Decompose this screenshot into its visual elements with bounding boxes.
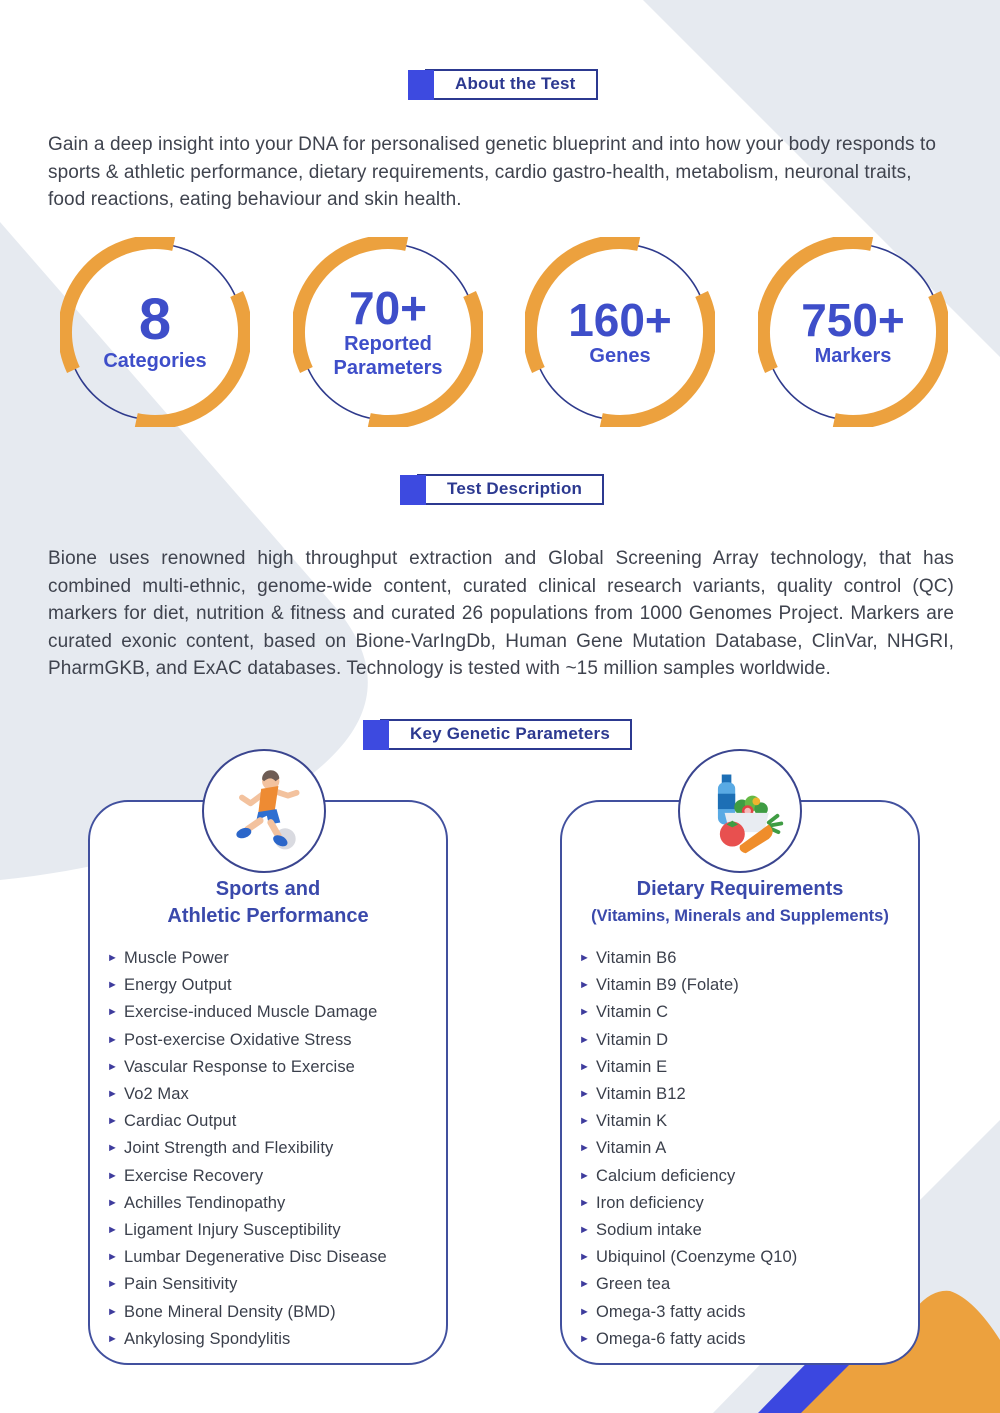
bullet-icon: ►	[579, 1169, 590, 1182]
stat-label: Genes	[589, 345, 651, 367]
bullet-icon: ►	[579, 1033, 590, 1046]
stat-value: 160+	[568, 294, 672, 346]
list-item	[579, 999, 910, 1026]
list-item	[107, 1054, 438, 1081]
item-label: Bone Mineral Density (BMD)	[124, 1302, 336, 1321]
badge-about-label: About the Test	[425, 69, 598, 100]
list-item	[579, 1271, 910, 1298]
bullet-icon: ►	[107, 1196, 118, 1209]
bullet-icon: ►	[579, 1223, 590, 1236]
sports-card-title	[90, 876, 446, 930]
sports-parameter-list	[107, 945, 438, 1353]
item-label: Vitamin K	[596, 1112, 668, 1131]
bullet-icon: ►	[579, 1332, 590, 1345]
item-label: Energy Output	[124, 976, 232, 995]
dietary-parameter-list	[579, 945, 910, 1353]
badge-test-description	[400, 474, 604, 505]
bullet-icon: ►	[579, 1196, 590, 1209]
bullet-icon: ►	[579, 1006, 590, 1019]
list-item	[579, 972, 910, 999]
bullet-icon: ►	[107, 979, 118, 992]
bullet-icon: ►	[579, 952, 590, 965]
stat-value: 70+	[348, 282, 428, 334]
list-item	[107, 972, 438, 999]
item-label: Cardiac Output	[124, 1112, 237, 1131]
list-item	[107, 1135, 438, 1162]
list-item	[107, 1271, 438, 1298]
badge-key-parameters-label: Key Genetic Parameters	[380, 719, 632, 750]
list-item	[107, 1081, 438, 1108]
list-item	[107, 945, 438, 972]
stat-value: 8	[138, 287, 172, 352]
item-label: Green tea	[596, 1275, 671, 1294]
list-item	[579, 945, 910, 972]
dietary-title-line2: (Vitamins, Minerals and Supplements)	[591, 907, 889, 925]
bullet-icon: ►	[579, 979, 590, 992]
bullet-icon: ►	[579, 1088, 590, 1101]
bullet-icon: ►	[579, 1115, 590, 1128]
item-label: Achilles Tendinopathy	[124, 1193, 286, 1212]
list-item	[107, 1108, 438, 1135]
item-label: Iron deficiency	[596, 1193, 704, 1212]
item-label: Muscle Power	[124, 949, 229, 968]
bullet-icon: ►	[107, 1169, 118, 1182]
bullet-icon: ►	[579, 1278, 590, 1291]
item-label: Vitamin D	[596, 1030, 669, 1049]
bullet-icon: ►	[107, 1060, 118, 1073]
item-label: Vascular Response to Exercise	[124, 1057, 355, 1076]
bullet-icon: ►	[579, 1305, 590, 1318]
bullet-icon: ►	[107, 1223, 118, 1236]
list-item	[579, 1135, 910, 1162]
list-item	[579, 1081, 910, 1108]
list-item	[107, 1217, 438, 1244]
list-item	[107, 1163, 438, 1190]
badge-key-genetic-parameters	[363, 719, 632, 750]
groceries-icon	[692, 763, 788, 859]
dietary-card	[560, 800, 920, 1365]
bullet-icon: ►	[107, 1251, 118, 1264]
description-paragraph: Bione uses renowned high throughput extraction and Global Screening Array technology, that has combined multi-ethnic, genome-wide content, curated clinical research variants, quality control (QC) markers for diet, nutrition & fitness and curated 26 populations from 1000 Genomes Project. Markers are curated exonic content, based on Bione-VarIngDb, Human Gene Mutation Database, ClinVar, NHGRI, PharmGKB, and ExAC databases. Technology is tested with ~15 million samples worldwide.	[48, 548, 954, 679]
item-label: Vo2 Max	[124, 1085, 189, 1104]
list-item	[579, 1163, 910, 1190]
dietary-card-title	[562, 876, 918, 930]
intro-paragraph: Gain a deep insight into your DNA for personalised genetic blueprint and into how your body responds to sports & athletic performance, dietary requirements, cardio gastro-health, metabolism, neuronal traits, food reactions, eating behaviour and skin health.	[48, 134, 937, 210]
bullet-icon: ►	[107, 1278, 118, 1291]
item-label: Ligament Injury Susceptibility	[124, 1220, 341, 1239]
list-item	[579, 1217, 910, 1244]
stat-value: 750+	[801, 294, 905, 346]
bullet-icon: ►	[107, 1033, 118, 1046]
list-item	[107, 1027, 438, 1054]
bullet-icon: ►	[107, 1332, 118, 1345]
bullet-icon: ►	[107, 1006, 118, 1019]
stat-label: Markers	[814, 345, 892, 367]
sports-icon-circle	[202, 749, 326, 873]
bullet-icon: ►	[107, 1088, 118, 1101]
sports-title-line1: Sports and	[215, 878, 321, 900]
item-label: Vitamin B9 (Folate)	[596, 976, 739, 995]
list-item	[579, 1027, 910, 1054]
sports-card	[88, 800, 448, 1365]
badge-description-label: Test Description	[417, 474, 604, 505]
bullet-icon: ►	[107, 952, 118, 965]
item-label: Joint Strength and Flexibility	[124, 1139, 334, 1158]
bullet-icon: ►	[579, 1060, 590, 1073]
item-label: Ubiquinol (Coenzyme Q10)	[596, 1248, 798, 1267]
stat-label: Reported Parameters	[333, 333, 443, 379]
stat-genes	[525, 237, 715, 427]
list-item	[579, 1244, 910, 1271]
bullet-icon: ►	[107, 1305, 118, 1318]
stat-markers	[758, 237, 948, 427]
list-item	[579, 1108, 910, 1135]
stat-label: Categories	[103, 350, 207, 372]
item-label: Exercise-induced Muscle Damage	[124, 1003, 378, 1022]
item-label: Exercise Recovery	[124, 1166, 264, 1185]
item-label: Vitamin C	[596, 1003, 669, 1022]
list-item	[107, 1244, 438, 1271]
stat-reported-parameters	[293, 237, 483, 427]
item-label: Vitamin B12	[596, 1085, 686, 1104]
sports-title-line2: Athletic Performance	[167, 905, 369, 927]
soccer-player-icon	[216, 763, 312, 859]
list-item	[107, 1190, 438, 1217]
dietary-icon-circle	[678, 749, 802, 873]
bullet-icon: ►	[579, 1142, 590, 1155]
item-label: Lumbar Degenerative Disc Disease	[124, 1248, 387, 1267]
list-item	[107, 999, 438, 1026]
bullet-icon: ►	[579, 1251, 590, 1264]
bullet-icon: ►	[107, 1115, 118, 1128]
badge-square-icon	[400, 475, 426, 505]
stat-categories	[60, 237, 250, 427]
list-item	[107, 1298, 438, 1325]
item-label: Pain Sensitivity	[124, 1275, 238, 1294]
list-item	[579, 1054, 910, 1081]
list-item	[579, 1298, 910, 1325]
item-label: Vitamin E	[596, 1057, 668, 1076]
item-label: Sodium intake	[596, 1220, 702, 1239]
list-item	[107, 1326, 438, 1353]
item-label: Vitamin B6	[596, 949, 677, 968]
badge-square-icon	[363, 720, 389, 750]
list-item	[579, 1190, 910, 1217]
item-label: Calcium deficiency	[596, 1166, 736, 1185]
bullet-icon: ►	[107, 1142, 118, 1155]
item-label: Vitamin A	[596, 1139, 667, 1158]
item-label: Post-exercise Oxidative Stress	[124, 1030, 352, 1049]
item-label: Ankylosing Spondylitis	[124, 1329, 291, 1348]
badge-square-icon	[408, 70, 434, 100]
item-label: Omega-6 fatty acids	[596, 1329, 746, 1348]
dietary-title-line1: Dietary Requirements	[636, 878, 844, 900]
list-item	[579, 1326, 910, 1353]
item-label: Omega-3 fatty acids	[596, 1302, 746, 1321]
badge-about-the-test	[408, 69, 598, 100]
